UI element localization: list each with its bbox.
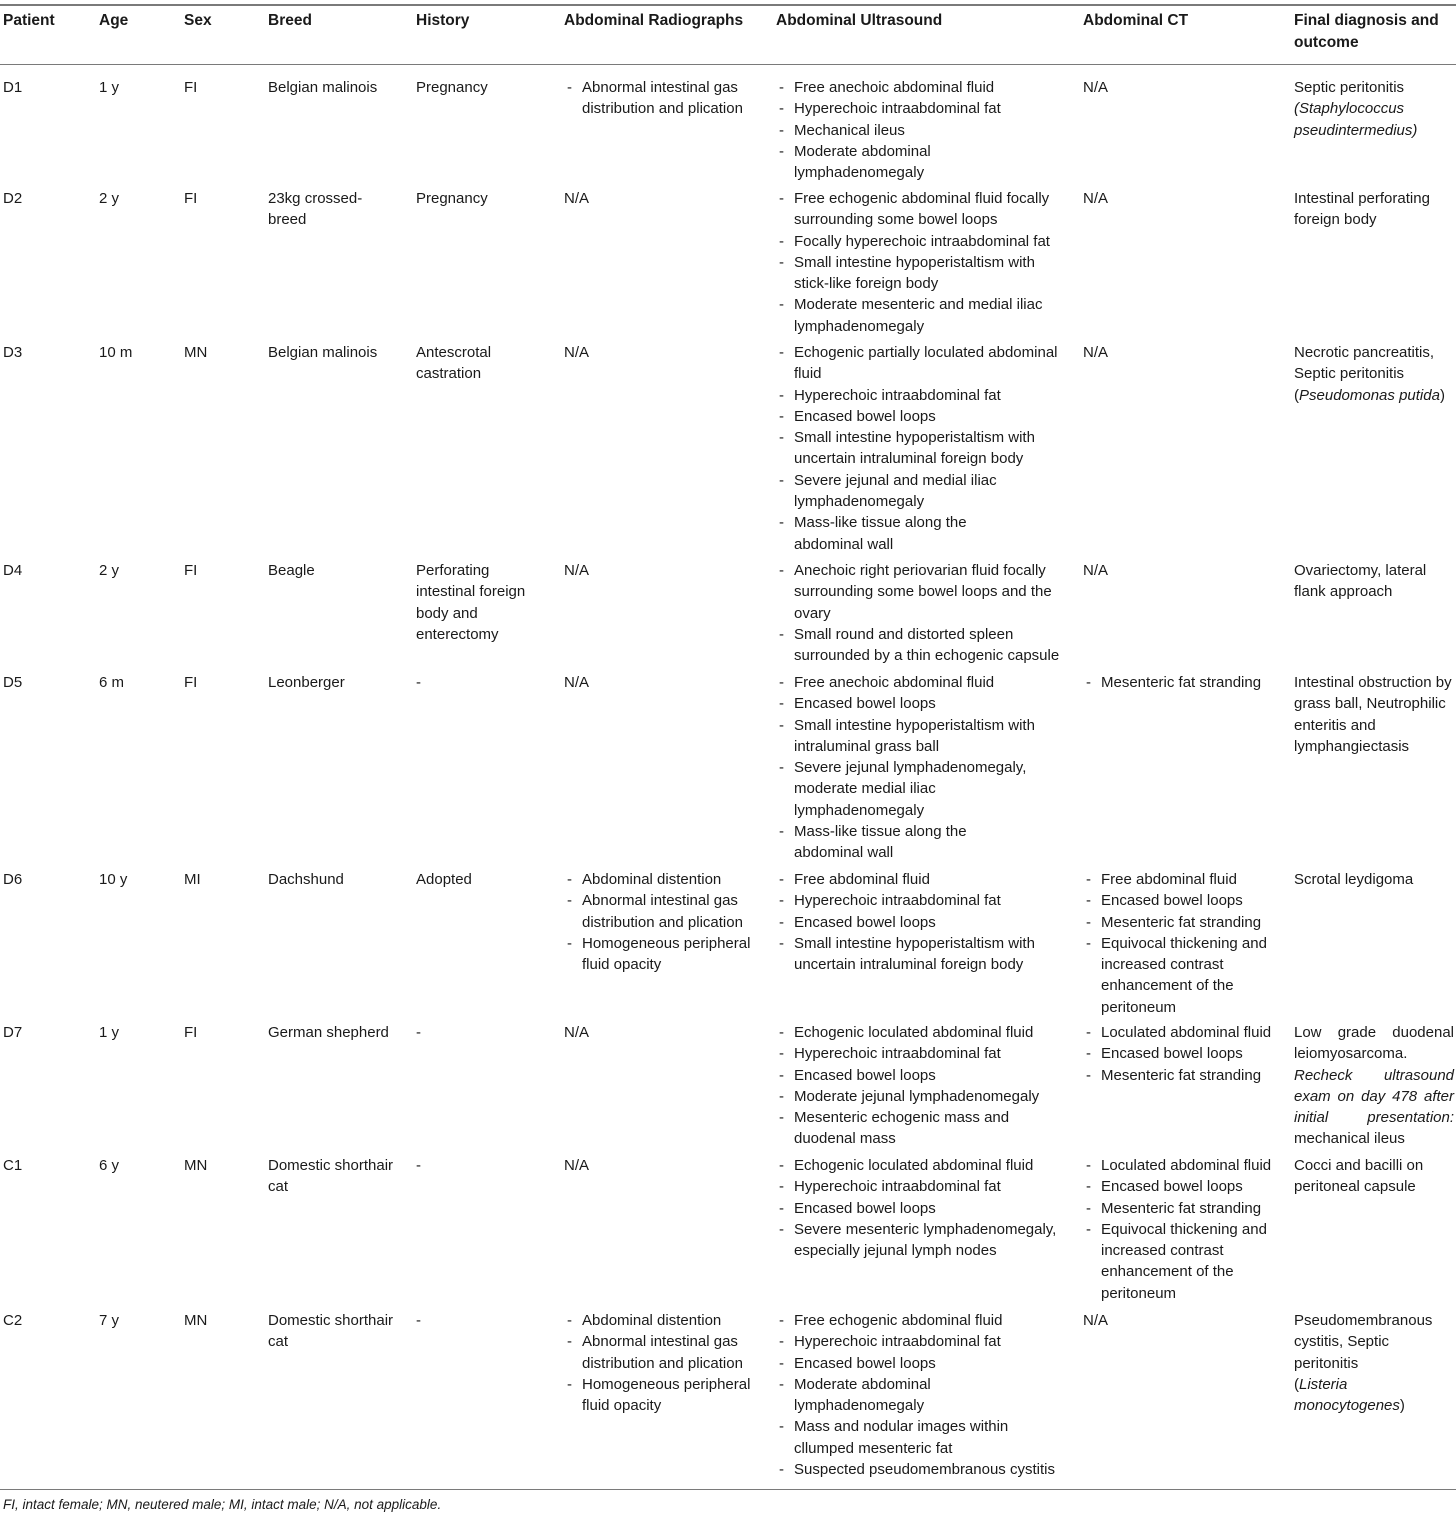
header-diagnosis: Final diagnosis and outcome xyxy=(1294,12,1439,51)
cell-age: 1 y xyxy=(99,79,120,96)
cell-ultrasound xyxy=(776,672,1076,864)
list-item: - Abnormal intestinal gas distribution and plication xyxy=(564,1331,764,1374)
list-item: - Mass-like tissue along the abdominal wall xyxy=(776,512,1004,555)
cell-ultrasound xyxy=(776,188,1076,337)
list-item: - Moderate abdominal lymphadenomegaly xyxy=(776,141,994,184)
list-item: - Free echogenic abdominal fluid focally surrounding some bowel loops xyxy=(776,188,1076,231)
cell-ct xyxy=(1083,869,1283,1018)
cell-ct xyxy=(1083,1155,1283,1304)
cell-ct: N/A xyxy=(1083,79,1109,96)
table-footnote: FI, intact female; MN, neutered male; MI, intact male; N/A, not applicable. xyxy=(3,1497,442,1512)
cell-sex: MI xyxy=(184,871,201,888)
cell-age: 2 y xyxy=(99,562,120,579)
list-item: - Severe jejunal lymphadenomegaly, moderate medial iliac lymphadenomegaly xyxy=(776,757,1056,821)
cell-patient: D5 xyxy=(3,674,23,691)
list-item: - Hyperechoic intraabdominal fat xyxy=(776,98,1076,119)
cell-patient: C2 xyxy=(3,1312,23,1329)
diagnosis-organism: Listeria monocytogenes xyxy=(1294,1375,1400,1415)
cell-radiographs xyxy=(564,77,764,120)
list-item: - Abdominal distention xyxy=(564,869,764,890)
cell-diagnosis xyxy=(1294,77,1452,141)
list-item: - Small round and distorted spleen surrounded by a thin echogenic capsule xyxy=(776,624,1076,667)
diagnosis-organism: Pseudomonas putida xyxy=(1299,386,1440,404)
list-item: - Encased bowel loops xyxy=(776,406,1076,427)
cell-ultrasound xyxy=(776,560,1076,666)
list-item: - Abdominal distention xyxy=(564,1310,764,1331)
cell-sex: MN xyxy=(184,344,208,361)
list-item: - Mass and nodular images within cllumped mesenteric fat xyxy=(776,1416,1039,1459)
list-item: - Mesenteric echogenic mass and duodenal mass xyxy=(776,1107,1044,1150)
cell-history: Adopted xyxy=(416,871,472,888)
list-item: - Mesenteric fat stranding xyxy=(1083,912,1283,933)
cell-age: 6 y xyxy=(99,1157,120,1174)
header-age: Age xyxy=(99,12,129,29)
list-item: - Loculated abdominal fluid xyxy=(1083,1022,1283,1043)
list-item: - Suspected pseudomembranous cystitis xyxy=(776,1459,1076,1480)
list-item: - Small intestine hypoperistaltism with uncertain intraluminal foreign body xyxy=(776,427,1074,470)
cell-sex: FI xyxy=(184,562,198,579)
cell-breed: Domestic shorthair cat xyxy=(268,1312,394,1351)
cell-patient: D7 xyxy=(3,1024,23,1041)
list-item: - Mesenteric fat stranding xyxy=(1083,1198,1283,1219)
list-item: - Abnormal intestinal gas distribution and plication xyxy=(564,77,764,120)
list-item: - Free anechoic abdominal fluid xyxy=(776,672,1076,693)
list-item: - Anechoic right periovarian fluid focally surrounding some bowel loops and the ovary xyxy=(776,560,1076,624)
list-item: - Moderate abdominal lymphadenomegaly xyxy=(776,1374,969,1417)
cell-breed: German shepherd xyxy=(268,1024,389,1041)
cell-sex: MN xyxy=(184,1157,208,1174)
cell-sex: MN xyxy=(184,1312,208,1329)
cell-radiographs: N/A xyxy=(564,562,590,579)
diagnosis-recheck-note: Recheck ultrasound exam on day 478 after initial presentation: xyxy=(1294,1066,1454,1127)
list-item: - Free anechoic abdominal fluid xyxy=(776,77,1076,98)
cell-breed: Belgian malinois xyxy=(268,79,378,96)
cell-patient: D6 xyxy=(3,871,23,888)
cell-radiographs xyxy=(564,869,764,975)
cell-history: - xyxy=(416,674,421,691)
diagnosis-text: Ovariectomy, lateral flank approach xyxy=(1294,562,1427,601)
list-item: - Homogeneous peripheral fluid opacity xyxy=(564,933,764,976)
cell-sex: FI xyxy=(184,79,198,96)
cell-radiographs: N/A xyxy=(564,344,590,361)
cell-patient: C1 xyxy=(3,1157,23,1174)
list-item: - Echogenic loculated abdominal fluid xyxy=(776,1155,1076,1176)
list-item: - Hyperechoic intraabdominal fat xyxy=(776,385,1076,406)
cell-history: Pregnancy xyxy=(416,190,488,207)
list-item: - Mesenteric fat stranding xyxy=(1083,1065,1283,1086)
cell-ct: N/A xyxy=(1083,344,1109,361)
list-item: - Encased bowel loops xyxy=(1083,1043,1283,1064)
cell-history: - xyxy=(416,1024,421,1041)
list-item: - Abnormal intestinal gas distribution and plication xyxy=(564,890,764,933)
list-item: - Moderate jejunal lymphadenomegaly xyxy=(776,1086,1076,1107)
diagnosis-paren-close: ) xyxy=(1399,1397,1405,1415)
list-item: - Echogenic partially loculated abdominal fluid xyxy=(776,342,1076,385)
list-item: - Encased bowel loops xyxy=(776,1353,1076,1374)
list-item: - Mechanical ileus xyxy=(776,120,1076,141)
cell-ct xyxy=(1083,672,1283,693)
cell-diagnosis xyxy=(1294,1022,1454,1150)
list-item: - Hyperechoic intraabdominal fat xyxy=(776,1331,1076,1352)
cell-history: Antescrotal castration xyxy=(416,344,492,383)
cell-ultrasound xyxy=(776,1022,1076,1150)
list-item: - Homogeneous peripheral fluid opacity xyxy=(564,1374,764,1417)
list-item: - Severe mesenteric lymphadenomegaly, especially jejunal lymph nodes xyxy=(776,1219,1084,1262)
list-item: - Hyperechoic intraabdominal fat xyxy=(776,1176,1076,1197)
cell-ct xyxy=(1083,1022,1283,1086)
cell-radiographs: N/A xyxy=(564,1024,590,1041)
diagnosis-recheck-result: mechanical ileus xyxy=(1294,1130,1405,1148)
cell-breed: Domestic shorthair cat xyxy=(268,1157,394,1196)
diagnosis-paren-open: ( xyxy=(1294,386,1299,404)
cell-ultrasound xyxy=(776,342,1076,555)
cell-diagnosis xyxy=(1294,672,1454,757)
header-ct: Abdominal CT xyxy=(1083,12,1189,29)
cell-diagnosis xyxy=(1294,1310,1444,1416)
list-item: - Mesenteric fat stranding xyxy=(1083,672,1283,693)
cell-radiographs: N/A xyxy=(564,190,590,207)
cell-breed: Dachshund xyxy=(268,871,344,888)
list-item: - Free echogenic abdominal fluid xyxy=(776,1310,1076,1331)
cell-ct: N/A xyxy=(1083,562,1109,579)
cell-history: Perforating intestinal foreign body and enterectomy xyxy=(416,562,526,643)
cell-patient: D4 xyxy=(3,562,23,579)
list-item: - Small intestine hypoperistaltism with intraluminal grass ball xyxy=(776,715,1074,758)
cell-diagnosis xyxy=(1294,560,1452,603)
cell-breed: Beagle xyxy=(268,562,315,579)
diagnosis-text: Necrotic pancreatitis, Septic peritonitis xyxy=(1294,344,1435,383)
header-sex: Sex xyxy=(184,12,212,29)
cell-diagnosis xyxy=(1294,342,1452,406)
list-item: - Small intestine hypoperistaltism with uncertain intraluminal foreign body xyxy=(776,933,1074,976)
list-item: - Encased bowel loops xyxy=(1083,1176,1283,1197)
cell-patient: D2 xyxy=(3,190,23,207)
cell-age: 7 y xyxy=(99,1312,120,1329)
cell-radiographs: N/A xyxy=(564,674,590,691)
list-item: - Mass-like tissue along the abdominal wall xyxy=(776,821,1004,864)
list-item: - Focally hyperechoic intraabdominal fat xyxy=(776,231,1076,252)
list-item: - Hyperechoic intraabdominal fat xyxy=(776,890,1076,911)
header-patient: Patient xyxy=(3,12,55,29)
list-item: - Moderate mesenteric and medial iliac lymphadenomegaly xyxy=(776,294,1044,337)
list-item: - Encased bowel loops xyxy=(1083,890,1283,911)
list-item: - Small intestine hypoperistaltism with stick-like foreign body xyxy=(776,252,1064,295)
cell-ultrasound xyxy=(776,869,1076,975)
cell-radiographs xyxy=(564,1310,764,1416)
diagnosis-organism: (Staphylococcus pseudintermedius) xyxy=(1294,100,1418,139)
table-top-rule xyxy=(0,4,1456,6)
cell-breed: Belgian malinois xyxy=(268,344,378,361)
cell-breed: 23kg crossed-breed xyxy=(268,190,363,229)
list-item: - Equivocal thickening and increased contrast enhancement of the peritoneum xyxy=(1083,933,1279,1018)
list-item: - Equivocal thickening and increased contrast enhancement of the peritoneum xyxy=(1083,1219,1279,1304)
diagnosis-text: Intestinal obstruction by grass ball, Neutrophilic enteritis and lymphangiectasis xyxy=(1294,674,1452,755)
cell-diagnosis xyxy=(1294,188,1452,231)
list-item: - Encased bowel loops xyxy=(776,693,1076,714)
cell-age: 1 y xyxy=(99,1024,120,1041)
cell-breed: Leonberger xyxy=(268,674,345,691)
cell-radiographs: N/A xyxy=(564,1157,590,1174)
diagnosis-text: Septic peritonitis xyxy=(1294,79,1405,96)
diagnosis-text: Pseudomembranous cystitis, Septic peritonitis xyxy=(1294,1312,1433,1372)
header-radiographs: Abdominal Radiographs xyxy=(564,12,744,29)
list-item: - Hyperechoic intraabdominal fat xyxy=(776,1043,1076,1064)
cell-age: 2 y xyxy=(99,190,120,207)
cell-age: 10 m xyxy=(99,344,133,361)
list-item: - Encased bowel loops xyxy=(776,1065,1076,1086)
header-history: History xyxy=(416,12,470,29)
cell-diagnosis xyxy=(1294,869,1452,890)
list-item: - Encased bowel loops xyxy=(776,912,1076,933)
diagnosis-text: Low grade duodenal leiomyosarcoma. xyxy=(1294,1024,1454,1063)
cell-sex: FI xyxy=(184,674,198,691)
list-item: - Loculated abdominal fluid xyxy=(1083,1155,1283,1176)
list-item: - Echogenic loculated abdominal fluid xyxy=(776,1022,1076,1043)
table-header-rule xyxy=(0,64,1456,65)
cell-history: - xyxy=(416,1312,421,1329)
list-item: - Free abdominal fluid xyxy=(1083,869,1283,890)
diagnosis-text: Intestinal perforating foreign body xyxy=(1294,190,1430,229)
header-breed: Breed xyxy=(268,12,312,29)
cell-ultrasound xyxy=(776,1155,1076,1261)
cell-ultrasound xyxy=(776,77,1076,183)
diagnosis-text: Cocci and bacilli on peritoneal capsule xyxy=(1294,1157,1424,1196)
cell-age: 6 m xyxy=(99,674,125,691)
cell-ct: N/A xyxy=(1083,190,1109,207)
cell-history: Pregnancy xyxy=(416,79,488,96)
list-item: - Severe jejunal and medial iliac lymphadenomegaly xyxy=(776,470,1034,513)
list-item: - Free abdominal fluid xyxy=(776,869,1076,890)
header-ultrasound: Abdominal Ultrasound xyxy=(776,12,943,29)
list-item: - Encased bowel loops xyxy=(776,1198,1076,1219)
cell-sex: FI xyxy=(184,190,198,207)
diagnosis-paren-open: ( xyxy=(1294,1375,1299,1393)
cell-ultrasound xyxy=(776,1310,1076,1480)
cell-history: - xyxy=(416,1157,421,1174)
cell-diagnosis xyxy=(1294,1155,1444,1198)
cell-ct: N/A xyxy=(1083,1312,1109,1329)
table-bottom-rule xyxy=(0,1489,1456,1490)
diagnosis-text: Scrotal leydigoma xyxy=(1294,871,1414,888)
cell-patient: D1 xyxy=(3,79,23,96)
cell-patient: D3 xyxy=(3,344,23,361)
diagnosis-paren-close: ) xyxy=(1439,386,1445,404)
cell-age: 10 y xyxy=(99,871,128,888)
cell-sex: FI xyxy=(184,1024,198,1041)
